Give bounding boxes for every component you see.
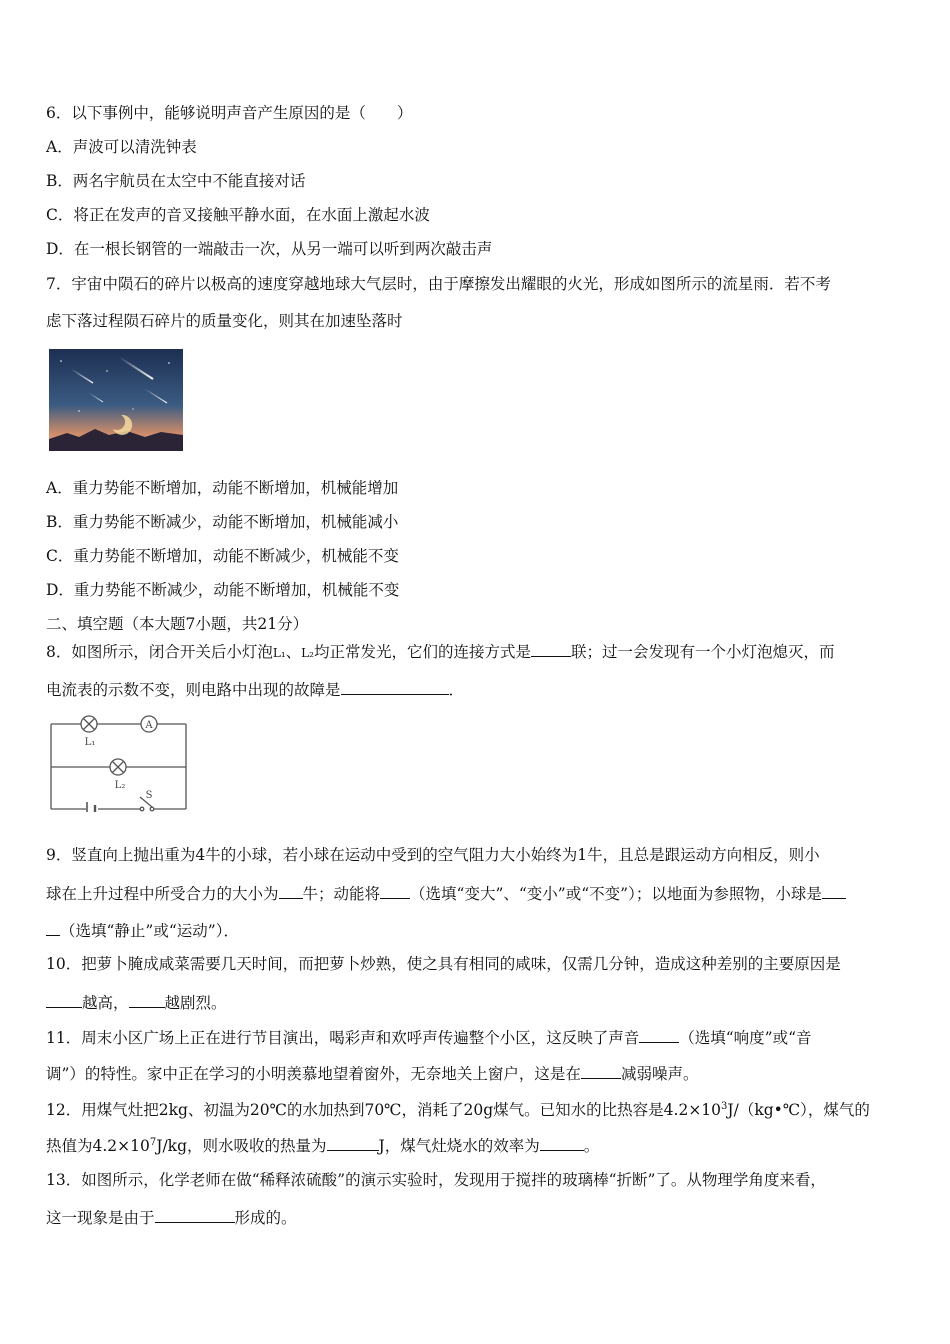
q9-line2a: 球在上升过程中所受合力的大小为 (46, 885, 279, 903)
q11-line2 (46, 1062, 698, 1084)
q8-line2 (46, 678, 464, 700)
q7-option-a: A．重力势能不断增加，动能不断增加，机械能增加 (46, 479, 399, 497)
q13-line1: 13．如图所示，化学老师在做“稀释浓硫酸”的演示实验时，发现用于搅拌的玻璃棒“折断”了。从物理学角度来看， (46, 1171, 826, 1189)
answer-blank[interactable] (822, 882, 846, 899)
ammeter-label: A (145, 720, 153, 731)
q6-option-d: D．在一根长钢管的一端敲击一次，从另一端可以听到两次敲击声 (46, 240, 493, 258)
q12-line1b: J/（kg•℃），煤气的 (727, 1101, 870, 1120)
section-title: 二、填空题（本大题7小题，共21分） (46, 615, 309, 633)
q11-line1a: 11．周末小区广场上正在进行节目演出，喝彩声和欢呼声传遍整个小区，这反映了声音 (46, 1029, 640, 1047)
q6-stem: 6．以下事例中，能够说明声音产生原因的是（ ） (46, 104, 413, 122)
q8-l1-label: L₁ (272, 646, 286, 660)
q12-line2 (46, 1133, 599, 1156)
q10-line2 (46, 991, 227, 1013)
answer-blank[interactable] (341, 678, 449, 695)
q9-line3-text: （选填“静止”或“运动”）． (60, 922, 239, 940)
q8-line1 (46, 640, 834, 663)
answer-blank[interactable] (129, 991, 165, 1008)
lamp-l2-label: L₂ (114, 780, 126, 791)
answer-blank[interactable] (540, 1134, 584, 1151)
q8-part3: 联；过一会发现有一个小灯泡熄灭，而 (570, 643, 835, 661)
q10-line1: 10．把萝卜腌成咸菜需要几天时间，而把萝卜炒熟，使之具有相同的咸味，仅需几分钟，造成这种差别的主要原因是 (46, 955, 841, 973)
q7-stem-line2: 虑下落过程陨石碎片的质量变化，则其在加速坠落时 (46, 312, 403, 330)
q12-line1a: 12．用煤气灶把2kg、初温为20℃的水加热到70℃，消耗了20g煤气。已知水的比热容是4.2×10 (46, 1101, 722, 1120)
answer-blank[interactable] (279, 882, 303, 899)
switch-label: S (145, 790, 153, 801)
q9-line2 (46, 882, 846, 904)
answer-blank[interactable] (327, 1134, 379, 1151)
q7-option-b: B．重力势能不断减少，动能不断增加，机械能减小 (46, 513, 399, 531)
answer-blank[interactable] (380, 882, 410, 899)
q9-line2c: （选填“变大”、“变小”或“不变”）；以地面为参照物，小球是 (410, 885, 822, 903)
q11-line1b: （选填“响度”或“音 (679, 1029, 812, 1047)
q9-line2b: 牛；动能将 (302, 885, 381, 903)
q8-part1: 8．如图所示，闭合开关后小灯泡 (46, 643, 273, 661)
q6-option-b: B．两名宇航员在太空中不能直接对话 (46, 172, 306, 190)
q7-option-d: D．重力势能不断减少，动能不断增加，机械能不变 (46, 581, 400, 599)
q7-option-c: C．重力势能不断增加，动能不断减少，机械能不变 (46, 547, 399, 565)
q8-l2-label: L₂ (301, 646, 314, 660)
q11-line1 (46, 1026, 812, 1048)
answer-blank[interactable] (155, 1206, 235, 1223)
q12-line2a: 热值为4.2×10 (46, 1137, 150, 1156)
q9-line1: 9．竖直向上抛出重为4牛的小球，若小球在运动中受到的空气阻力大小始终为1牛，且总是跟运动方向相反，则小 (46, 846, 820, 864)
q12-line1 (46, 1097, 870, 1120)
q11-line2b: 减弱噪声。 (620, 1065, 699, 1083)
q12-exp2: 7 (149, 1137, 157, 1148)
q12-exp1: 3 (721, 1101, 728, 1112)
q8-line2b: ． (448, 681, 465, 699)
q12-line2c: J，煤气灶烧水的效率为 (378, 1137, 540, 1156)
q6-option-a: A．声波可以清洗钟表 (46, 138, 197, 156)
q8-part2: 均正常发光，它们的连接方式是 (313, 643, 531, 661)
q10-line2a: 越高， (82, 994, 129, 1012)
answer-blank[interactable] (581, 1062, 621, 1079)
answer-blank[interactable] (46, 919, 60, 936)
q11-line2a: 调”）的特性。家中正在学习的小明羡慕地望着窗外，无奈地关上窗户，这是在 (46, 1065, 581, 1083)
meteor-shower-image (49, 349, 183, 451)
q13-line2b: 形成的。 (234, 1209, 297, 1227)
lamp-l1-label: L₁ (84, 737, 96, 748)
circuit-diagram (46, 712, 192, 812)
q13-line2a: 这一现象是由于 (46, 1209, 155, 1227)
q9-line3 (46, 919, 239, 941)
q8-sep: 、 (285, 643, 302, 661)
answer-blank[interactable] (639, 1026, 679, 1043)
q12-line2d: 。 (583, 1137, 600, 1156)
q12-line2b: J/kg，则水吸收的热量为 (156, 1137, 327, 1156)
q13-line2 (46, 1206, 297, 1228)
answer-blank[interactable] (531, 640, 571, 657)
q7-stem-line1: 7．宇宙中陨石的碎片以极高的速度穿越地球大气层时，由于摩擦发出耀眼的火光，形成如图所示的流星雨．若不考 (46, 275, 831, 293)
q10-line2b: 越剧烈。 (164, 994, 227, 1012)
answer-blank[interactable] (46, 991, 82, 1008)
q8-line2a: 电流表的示数不变，则电路中出现的故障是 (46, 681, 341, 699)
q6-option-c: C．将正在发声的音叉接触平静水面，在水面上激起水波 (46, 206, 430, 224)
